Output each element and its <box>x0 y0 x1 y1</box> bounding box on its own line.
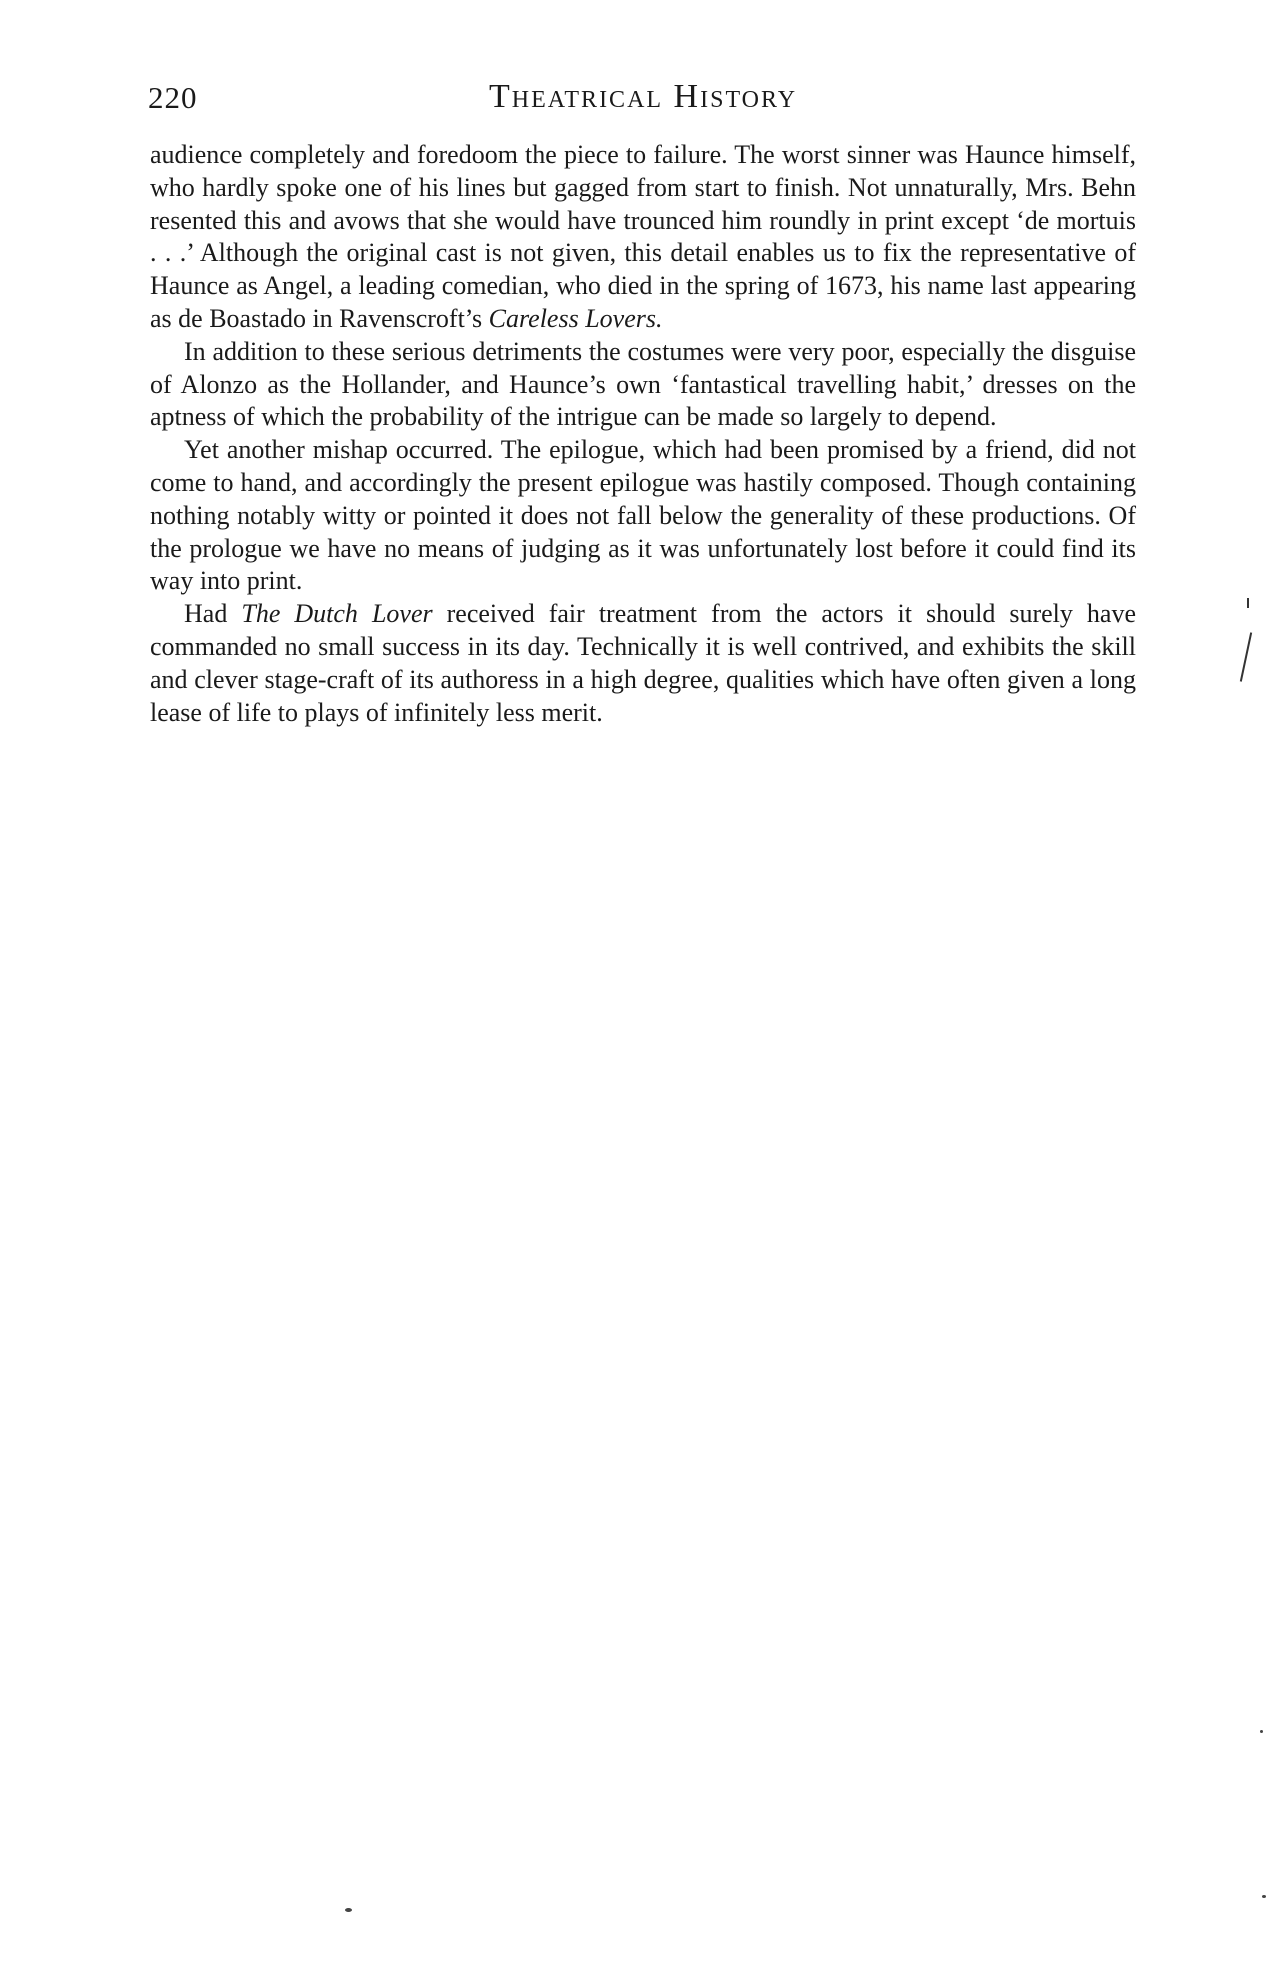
text-run: audience completely and foredoom the piece to failure. The worst sinner was Haunce himself, who hardly spoke one of his lines but gagged from start to finish. Not unnaturally, Mrs. Behn resented this and avows that she would have trounced him roundly in print except ‘de mortuis . . .’ Although the original cast is not given, this detail enables us to fix the representative of Haunce as Angel, a leading comedian, who died in the spring of 1673, his name last appearing as de Boastado in Ravenscroft’s <box>150 140 1136 333</box>
text-run: Yet another mishap occurred. The epilogue, which had been promised by a friend, did not come to hand, and accordingly the present epilogue was hastily composed. Though containing nothing notably witty or pointed it does not fall below the generality of these productions. Of the prologue we have no means of judging as it was unfortunately lost before it could find its way into print. <box>150 435 1136 596</box>
paragraph <box>150 139 1136 336</box>
paragraph <box>150 598 1136 729</box>
page-number: 220 <box>148 80 198 115</box>
italic-title: The Dutch Lover <box>241 599 433 629</box>
running-title: Theatrical History <box>488 78 798 115</box>
scan-speck <box>345 1908 352 1912</box>
scan-mark <box>1247 598 1249 608</box>
text-run: received fair treatment from the actors it should surely have commanded no small success in its day. Technically it is well contrived, and exhibits the skill and clever stage-craft of its authoress in a high degree, qualities which have often given a long lease of life to plays of infinitely less merit. <box>150 599 1137 727</box>
paragraph <box>150 434 1136 598</box>
italic-title: Careless Lovers. <box>488 303 663 333</box>
scan-speck <box>1262 1895 1266 1898</box>
scan-speck <box>1260 1730 1263 1733</box>
body-text <box>150 139 1136 729</box>
scan-mark <box>1240 632 1252 681</box>
paragraph <box>150 336 1136 434</box>
text-run: In addition to these serious detriments the costumes were very poor, especially the disguise of Alonzo as the Hollander, and Haunce’s own ‘fantastical travelling habit,’ dresses on the aptness of which the probability of the intrigue can be made so largely to depend. <box>150 336 1136 432</box>
text-run: Had <box>184 599 242 629</box>
running-head <box>148 78 1138 122</box>
